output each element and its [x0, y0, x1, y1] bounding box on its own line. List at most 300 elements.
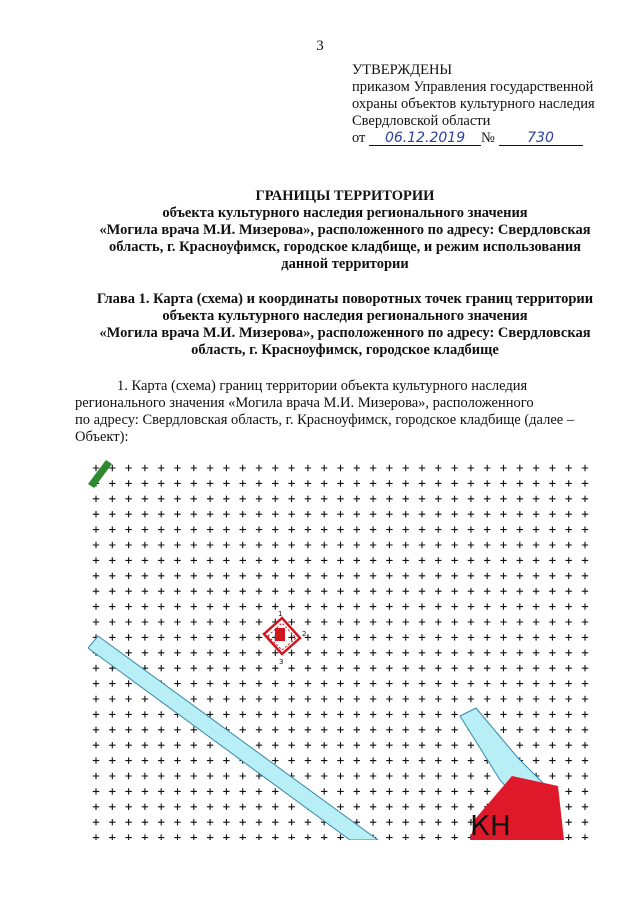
grid-cross [321, 496, 327, 502]
grid-cross [566, 511, 572, 517]
grid-cross [240, 696, 246, 702]
grid-cross [566, 603, 572, 609]
grid-cross [500, 696, 506, 702]
grid-cross [582, 511, 588, 517]
grid-cross [174, 480, 180, 486]
grid-cross [337, 711, 343, 717]
grid-cross [142, 588, 148, 594]
grid-cross [272, 727, 278, 733]
grid-cross [386, 603, 392, 609]
grid-cross [125, 804, 131, 810]
grid-cross [500, 480, 506, 486]
grid-cross [468, 665, 474, 671]
grid-cross [451, 650, 457, 656]
grid-cross [386, 757, 392, 763]
grid-cross [517, 711, 523, 717]
grid-cross [403, 773, 409, 779]
grid-cross [240, 680, 246, 686]
grid-cross [370, 727, 376, 733]
grid-cross [207, 480, 213, 486]
grid-cross [125, 511, 131, 517]
grid-cross [305, 480, 311, 486]
grid-cross [288, 480, 294, 486]
chapter-line: Глава 1. Карта (схема) и координаты поворотных точек границ территории [96, 291, 594, 307]
grid-cross [272, 588, 278, 594]
grid-cross [256, 727, 262, 733]
grid-cross [125, 650, 131, 656]
grid-cross [191, 526, 197, 532]
grid-cross [321, 727, 327, 733]
grid-cross [403, 480, 409, 486]
grid-cross [435, 588, 441, 594]
grid-cross [240, 511, 246, 517]
grid-cross [566, 757, 572, 763]
grid-cross [419, 788, 425, 794]
grid-cross [566, 588, 572, 594]
grid-cross [174, 588, 180, 594]
grid-cross [468, 757, 474, 763]
grid-cross [403, 603, 409, 609]
corner-marker [88, 460, 112, 488]
grid-cross [582, 696, 588, 702]
grid-cross [207, 696, 213, 702]
grid-cross [109, 727, 115, 733]
grid-cross [533, 465, 539, 471]
grid-cross [566, 773, 572, 779]
grid-cross [223, 834, 229, 840]
grid-cross [305, 542, 311, 548]
grid-cross [240, 619, 246, 625]
grid-cross [354, 496, 360, 502]
order-date: 06.12.2019 [369, 131, 481, 146]
grid-cross [582, 742, 588, 748]
grid-cross [386, 650, 392, 656]
grid-cross [93, 603, 99, 609]
grid-cross [191, 480, 197, 486]
grid-cross [93, 680, 99, 686]
grid-cross [305, 588, 311, 594]
grid-cross [158, 711, 164, 717]
grid-cross [272, 788, 278, 794]
grid-cross [142, 650, 148, 656]
grid-cross [354, 542, 360, 548]
grid-cross [288, 711, 294, 717]
grid-cross [484, 511, 490, 517]
grid-cross [288, 680, 294, 686]
grid-cross [207, 465, 213, 471]
grid-cross [125, 727, 131, 733]
grid-cross [93, 819, 99, 825]
grid-cross [386, 511, 392, 517]
grid-cross [354, 788, 360, 794]
grid-cross [109, 619, 115, 625]
grid-cross [419, 696, 425, 702]
grid-cross [500, 465, 506, 471]
grid-cross [256, 665, 262, 671]
grid-cross [256, 557, 262, 563]
grid-cross [354, 773, 360, 779]
grid-cross [435, 573, 441, 579]
grid-cross [93, 557, 99, 563]
grid-cross [158, 819, 164, 825]
grid-cross [207, 573, 213, 579]
grid-cross [419, 711, 425, 717]
grid-cross [533, 757, 539, 763]
grid-cross [142, 526, 148, 532]
grid-cross [256, 696, 262, 702]
grid-cross [386, 665, 392, 671]
grid-cross [109, 634, 115, 640]
approval-line: охраны объектов культурного наследия [352, 96, 595, 112]
grid-cross [240, 526, 246, 532]
grid-cross [109, 557, 115, 563]
grid-cross [142, 511, 148, 517]
grid-cross [370, 557, 376, 563]
grid-cross [337, 511, 343, 517]
grid-cross [566, 542, 572, 548]
grid-cross [468, 742, 474, 748]
grid-cross [386, 634, 392, 640]
grid-cross [256, 711, 262, 717]
grid-cross [174, 788, 180, 794]
grid-cross [386, 619, 392, 625]
grid-cross [305, 680, 311, 686]
grid-cross [484, 665, 490, 671]
grid-cross [288, 819, 294, 825]
grid-cross [549, 680, 555, 686]
grid-cross [288, 727, 294, 733]
grid-cross [321, 511, 327, 517]
grid-cross [305, 665, 311, 671]
grid-cross [240, 634, 246, 640]
grid-cross [484, 773, 490, 779]
grid-cross [158, 588, 164, 594]
grid-cross [549, 665, 555, 671]
grid-cross [533, 665, 539, 671]
grid-cross [272, 526, 278, 532]
grid-cross [288, 757, 294, 763]
grid-cross [484, 557, 490, 563]
grid-cross [240, 834, 246, 840]
grid-cross [468, 773, 474, 779]
grid-cross [240, 573, 246, 579]
grid-cross [451, 757, 457, 763]
grid-cross [566, 788, 572, 794]
grid-cross [419, 742, 425, 748]
grid-cross [142, 727, 148, 733]
number-prefix: № [481, 130, 495, 146]
grid-cross [549, 496, 555, 502]
grid-cross [158, 757, 164, 763]
grid-cross [158, 511, 164, 517]
grid-cross [93, 588, 99, 594]
grid-cross [566, 804, 572, 810]
grid-cross [419, 834, 425, 840]
grid-cross [517, 650, 523, 656]
grid-cross [158, 834, 164, 840]
grid-cross [125, 680, 131, 686]
grid-cross [354, 573, 360, 579]
grid-cross [354, 757, 360, 763]
grid-cross [191, 496, 197, 502]
grid-cross [533, 696, 539, 702]
grid-cross [223, 480, 229, 486]
grid-cross [174, 727, 180, 733]
grid-cross [288, 696, 294, 702]
grid-cross [582, 804, 588, 810]
grid-cross [256, 603, 262, 609]
grid-cross [370, 665, 376, 671]
grid-cross [533, 634, 539, 640]
grid-cross [484, 588, 490, 594]
grid-cross [109, 804, 115, 810]
grid-cross [223, 526, 229, 532]
grid-cross [207, 634, 213, 640]
grid-cross [305, 834, 311, 840]
paragraph-line: регионального значения «Могила врача М.И. Мизерова», расположенного [75, 395, 534, 411]
grid-cross [125, 573, 131, 579]
grid-cross [468, 465, 474, 471]
grid-cross [240, 603, 246, 609]
grid-cross [305, 757, 311, 763]
grid-cross [500, 542, 506, 548]
grid-cross [484, 496, 490, 502]
grid-cross [109, 680, 115, 686]
grid-cross [370, 804, 376, 810]
grid-cross [435, 526, 441, 532]
grid-cross [549, 557, 555, 563]
grid-cross [403, 588, 409, 594]
grid-cross [403, 650, 409, 656]
grid-cross [370, 526, 376, 532]
grid-cross [337, 480, 343, 486]
grid-cross [435, 496, 441, 502]
grid-cross [288, 526, 294, 532]
grid-cross [158, 496, 164, 502]
grid-cross [174, 603, 180, 609]
grid-cross [337, 603, 343, 609]
grid-cross [125, 834, 131, 840]
grid-cross [370, 634, 376, 640]
grid-cross [533, 526, 539, 532]
grid-cross [517, 696, 523, 702]
date-prefix: от [352, 130, 366, 146]
grid-cross [451, 727, 457, 733]
grid-cross [158, 542, 164, 548]
grid-cross [419, 542, 425, 548]
grid-cross [288, 650, 294, 656]
grid-cross [321, 742, 327, 748]
grid-cross [451, 680, 457, 686]
grid-cross [174, 804, 180, 810]
grid-cross [109, 511, 115, 517]
grid-cross [549, 742, 555, 748]
grid-cross [451, 804, 457, 810]
grid-cross [451, 511, 457, 517]
grid-cross [142, 757, 148, 763]
grid-cross [435, 542, 441, 548]
grid-cross [403, 727, 409, 733]
grid-cross [468, 619, 474, 625]
grid-cross [125, 757, 131, 763]
grid-cross [125, 819, 131, 825]
grid-cross [468, 480, 474, 486]
grid-cross [272, 696, 278, 702]
grid-cross [370, 819, 376, 825]
grid-cross [174, 557, 180, 563]
grid-cross [566, 573, 572, 579]
grid-cross [207, 834, 213, 840]
grid-cross [288, 465, 294, 471]
grid-cross [174, 542, 180, 548]
grid-cross [435, 650, 441, 656]
grid-cross [256, 588, 262, 594]
grid-cross [207, 680, 213, 686]
grid-cross [93, 804, 99, 810]
grid-cross [125, 619, 131, 625]
grid-cross [288, 834, 294, 840]
grid-cross [354, 526, 360, 532]
grid-cross [582, 603, 588, 609]
grid-cross [500, 634, 506, 640]
grid-cross [191, 465, 197, 471]
grid-cross [582, 557, 588, 563]
grid-cross [321, 680, 327, 686]
grid-cross [386, 496, 392, 502]
grid-cross [93, 526, 99, 532]
grid-cross [566, 665, 572, 671]
grid-cross [142, 634, 148, 640]
grid-cross [305, 696, 311, 702]
grid-cross [337, 757, 343, 763]
grid-cross [207, 542, 213, 548]
grid-cross [517, 526, 523, 532]
grid-cross [174, 496, 180, 502]
grid-cross [305, 557, 311, 563]
grid-cross [191, 804, 197, 810]
grid-cross [582, 465, 588, 471]
grid-cross [451, 526, 457, 532]
grid-cross [386, 480, 392, 486]
grid-cross [142, 711, 148, 717]
grid-cross [517, 511, 523, 517]
grid-cross [566, 727, 572, 733]
approval-line: Свердловской области [352, 113, 491, 129]
grid-cross [191, 819, 197, 825]
grid-cross [93, 511, 99, 517]
grid-cross [223, 757, 229, 763]
grid-cross [272, 819, 278, 825]
grid-cross [419, 680, 425, 686]
grid-cross [158, 804, 164, 810]
grid-cross [419, 727, 425, 733]
grid-cross [419, 757, 425, 763]
grid-cross [484, 634, 490, 640]
grid-cross [500, 557, 506, 563]
grid-cross [484, 788, 490, 794]
grid-cross [288, 742, 294, 748]
grid-cross [582, 634, 588, 640]
grid-cross [582, 650, 588, 656]
grid-cross [435, 665, 441, 671]
grid-cross [582, 573, 588, 579]
grid-cross [403, 511, 409, 517]
grid-cross [207, 804, 213, 810]
grid-cross [549, 465, 555, 471]
chapter-line: область, г. Красноуфимск, городское кладбище [191, 342, 499, 358]
grid-cross [354, 465, 360, 471]
grid-cross [468, 650, 474, 656]
grid-cross [566, 696, 572, 702]
grid-cross [451, 773, 457, 779]
grid-cross [517, 742, 523, 748]
grid-cross [533, 619, 539, 625]
grid-cross [125, 496, 131, 502]
boundary-map [88, 458, 600, 840]
grid-cross [451, 742, 457, 748]
grid-cross [403, 696, 409, 702]
grid-cross [582, 526, 588, 532]
grid-cross [582, 727, 588, 733]
grid-cross [403, 804, 409, 810]
grid-cross [321, 542, 327, 548]
grid-cross [419, 619, 425, 625]
grid-cross [337, 650, 343, 656]
grid-cross [484, 480, 490, 486]
grid-cross [191, 557, 197, 563]
grid-cross [272, 834, 278, 840]
grid-cross [191, 588, 197, 594]
grid-cross [207, 496, 213, 502]
grid-cross [142, 742, 148, 748]
grid-cross [223, 788, 229, 794]
grid-cross [109, 588, 115, 594]
grid-cross [272, 665, 278, 671]
grid-cross [354, 696, 360, 702]
grid-cross [337, 588, 343, 594]
grid-cross [256, 619, 262, 625]
grid-cross [191, 773, 197, 779]
grid-cross [125, 711, 131, 717]
grid-cross [386, 573, 392, 579]
grid-cross [207, 588, 213, 594]
grid-cross [158, 557, 164, 563]
grid-cross [533, 680, 539, 686]
grid-cross [517, 665, 523, 671]
grid-cross [223, 588, 229, 594]
grid-cross [435, 834, 441, 840]
grid-cross [419, 526, 425, 532]
grid-cross [174, 757, 180, 763]
grid-cross [451, 603, 457, 609]
grid-cross [142, 619, 148, 625]
grid-cross [305, 573, 311, 579]
grid-cross [451, 696, 457, 702]
grid-cross [533, 573, 539, 579]
paragraph-line: по адресу: Свердловская область, г. Красноуфимск, городское кладбище (далее – [75, 412, 575, 428]
grid-cross [321, 757, 327, 763]
grid-cross [435, 634, 441, 640]
grid-cross [93, 834, 99, 840]
grid-cross [305, 773, 311, 779]
grid-cross [435, 788, 441, 794]
grid-cross [174, 650, 180, 656]
grid-cross [158, 727, 164, 733]
grid-cross [582, 711, 588, 717]
grid-cross [174, 665, 180, 671]
grid-cross [207, 773, 213, 779]
grid-cross [419, 573, 425, 579]
